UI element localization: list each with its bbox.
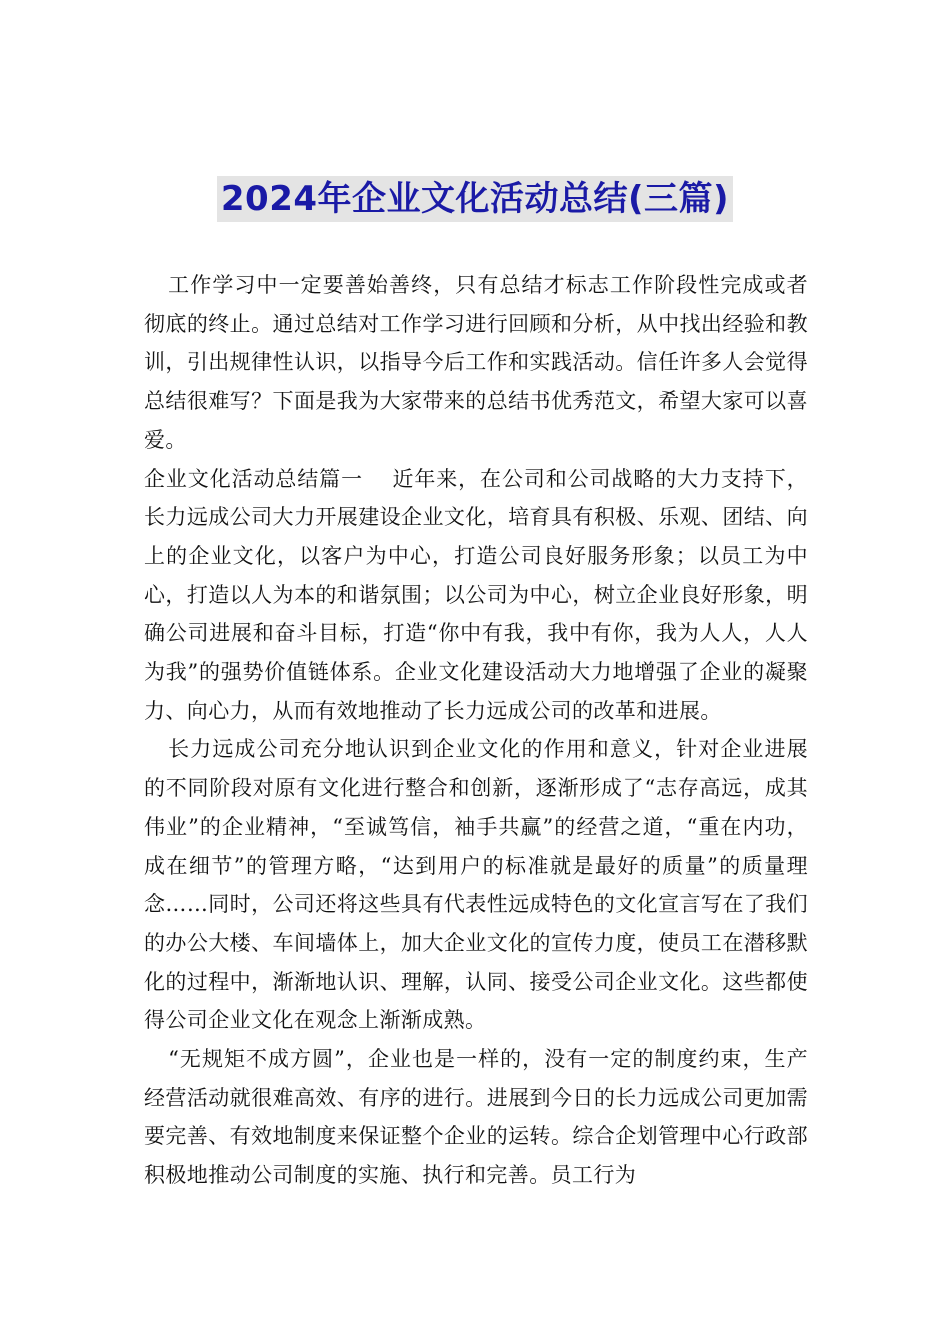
rules-paragraph: “无规矩不成方圆”，企业也是一样的，没有一定的制度约束，生产经营活动就很难高效、有序的进行。进展到今日的长力远成公司更加需要完善、有效地制度来保证整个企业的运转。综合企划管理中心行政部积极地推动公司制度的实施、执行和完善。员工行为 <box>144 1047 808 1188</box>
section-one-paragraph: 企业文化活动总结篇一 近年来，在公司和公司战略的大力支持下，长力远成公司大力开展建设企业文化，培育具有积极、乐观、团结、向上的企业文化，以客户为中心，打造公司良好服务形象；以员工为中心，打造以人为本的和谐氛围；以公司为中心，树立企业良好形象，明确公司进展和奋斗目标，打造“你中有我，我中有你，我为人人，人人为我”的强势价值链体系。企业文化建设活动大力地增强了企业的凝聚力、向心力，从而有效地推动了长力远成公司的改革和进展。 <box>144 466 808 723</box>
title-container <box>0 176 950 222</box>
document-body <box>144 266 808 1195</box>
document-title: 2024年企业文化活动总结(三篇) <box>217 176 733 222</box>
culture-paragraph: 长力远成公司充分地认识到企业文化的作用和意义，针对企业进展的不同阶段对原有文化进行整合和创新，逐渐形成了“志存高远，成其伟业”的企业精神，“至诚笃信，袖手共赢”的经营之道，“重在内功，成在细节”的管理方略，“达到用户的标准就是最好的质量”的质量理念……同时，公司还将这些具有代表性远成特色的文化宣言写在了我们的办公大楼、车间墙体上，加大企业文化的宣传力度，使员工在潜移默化的过程中，渐渐地认识、理解，认同、接受公司企业文化。这些都使得公司企业文化在观念上渐渐成熟。 <box>144 737 808 1033</box>
intro-paragraph: 工作学习中一定要善始善终，只有总结才标志工作阶段性完成或者彻底的终止。通过总结对工作学习进行回顾和分析，从中找出经验和教训，引出规律性认识，以指导今后工作和实践活动。信任许多人会觉得总结很难写？下面是我为大家带来的总结书优秀范文，希望大家可以喜爱。 <box>144 273 808 452</box>
